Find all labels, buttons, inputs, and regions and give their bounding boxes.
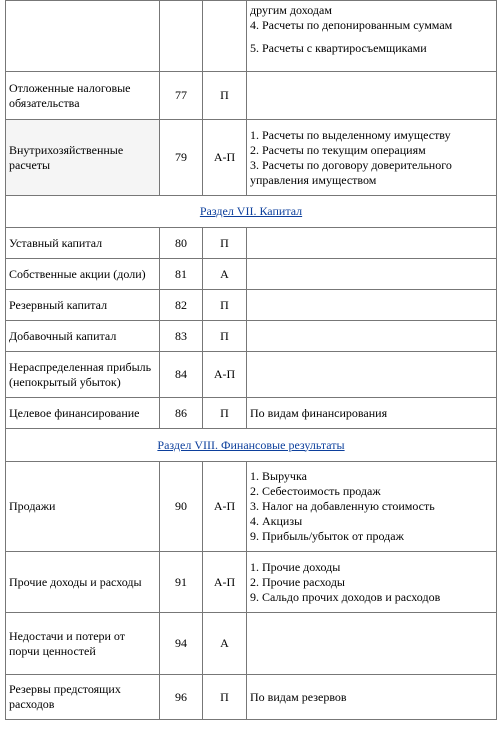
account-type: А	[203, 259, 247, 290]
account-type: А-П	[203, 552, 247, 613]
subaccount-item: 2. Расчеты по текущим операциям	[250, 142, 426, 157]
account-number: 96	[160, 675, 203, 720]
subaccounts	[247, 552, 497, 613]
account-type: А	[203, 613, 247, 675]
subaccounts	[247, 228, 497, 259]
section-row	[6, 196, 497, 228]
accounts-table	[5, 0, 497, 720]
subaccounts	[247, 675, 497, 720]
subaccount-item: другим доходам	[250, 3, 332, 17]
table-row	[6, 120, 497, 196]
account-name: Внутрихозяйственные расчеты	[6, 120, 160, 196]
table-row	[6, 398, 497, 429]
account-type: А-П	[203, 120, 247, 196]
subaccount-item: 2. Прочие расходы	[250, 574, 345, 589]
account-type: П	[203, 290, 247, 321]
table-row	[6, 675, 497, 720]
account-type: А-П	[203, 352, 247, 398]
account-number: 91	[160, 552, 203, 613]
subaccount-item: 1. Выручка	[250, 469, 307, 483]
subaccounts	[247, 72, 497, 120]
section-link-capital[interactable]: Раздел VII. Капитал	[199, 204, 303, 218]
account-name: Прочие доходы и расходы	[6, 552, 160, 613]
subaccounts	[247, 1, 497, 72]
account-number: 77	[160, 72, 203, 120]
account-name: Отложенные налоговые обязательства	[6, 72, 160, 120]
account-name: Резервный капитал	[6, 290, 160, 321]
account-type: П	[203, 72, 247, 120]
subaccount-item: 5. Расчеты с квартиросъемщиками	[250, 41, 427, 55]
subaccounts	[247, 462, 497, 552]
subaccount-item: 1. Прочие доходы	[250, 559, 341, 574]
table-row	[6, 352, 497, 398]
subaccounts	[247, 290, 497, 321]
table-row	[6, 259, 497, 290]
table-row	[6, 321, 497, 352]
account-name: Целевое финансирование	[6, 398, 160, 429]
account-number: 84	[160, 352, 203, 398]
account-name: Резервы предстоящих расходов	[6, 675, 160, 720]
table-row	[6, 1, 497, 72]
account-name: Уставный капитал	[6, 228, 160, 259]
subaccount-item: 9. Прибыль/убыток от продаж	[250, 529, 404, 543]
subaccount-item: 4. Расчеты по депонированным суммам	[250, 18, 453, 32]
subaccounts	[247, 352, 497, 398]
table-row	[6, 613, 497, 675]
account-name: Добавочный капитал	[6, 321, 160, 352]
subaccounts	[247, 613, 497, 675]
account-name: Недостачи и потери от порчи ценностей	[6, 613, 160, 675]
account-type: П	[203, 398, 247, 429]
account-name: Собственные акции (доли)	[6, 259, 160, 290]
account-number: 81	[160, 259, 203, 290]
account-type: П	[203, 228, 247, 259]
account-number: 79	[160, 120, 203, 196]
subaccounts	[247, 398, 497, 429]
account-number: 82	[160, 290, 203, 321]
subaccount-item: 4. Акцизы	[250, 514, 303, 528]
subaccount-item: 9. Сальдо прочих доходов и расходов	[250, 589, 441, 604]
table-row	[6, 228, 497, 259]
table-row	[6, 290, 497, 321]
subaccount-item: 1. Расчеты по выделенному имуществу	[250, 127, 451, 142]
account-type: П	[203, 675, 247, 720]
subaccount-item: 3. Налог на добавленную стоимость	[250, 499, 435, 513]
account-type: А-П	[203, 462, 247, 552]
table-row	[6, 72, 497, 120]
subaccounts	[247, 259, 497, 290]
subaccount-item: 2. Себестоимость продаж	[250, 484, 381, 498]
account-number: 86	[160, 398, 203, 429]
account-type: П	[203, 321, 247, 352]
subaccount-item: По видам резервов	[250, 689, 347, 704]
table-row	[6, 462, 497, 552]
account-number	[160, 1, 203, 72]
subaccount-item: По видам финансирования	[250, 405, 388, 420]
subaccount-item: 3. Расчеты по договору доверительного управления имуществом	[250, 157, 452, 187]
section-row	[6, 429, 497, 462]
account-name: Продажи	[6, 462, 160, 552]
section-link-financial-results[interactable]: Раздел VIII. Финансовые результаты	[157, 437, 345, 452]
subaccounts	[247, 120, 497, 196]
subaccounts	[247, 321, 497, 352]
account-number: 90	[160, 462, 203, 552]
account-number: 80	[160, 228, 203, 259]
account-name: Нераспределенная прибыль (непокрытый убыток)	[6, 352, 160, 398]
account-type	[203, 1, 247, 72]
table-row	[6, 552, 497, 613]
account-name	[6, 1, 160, 72]
account-number: 83	[160, 321, 203, 352]
account-number: 94	[160, 613, 203, 675]
